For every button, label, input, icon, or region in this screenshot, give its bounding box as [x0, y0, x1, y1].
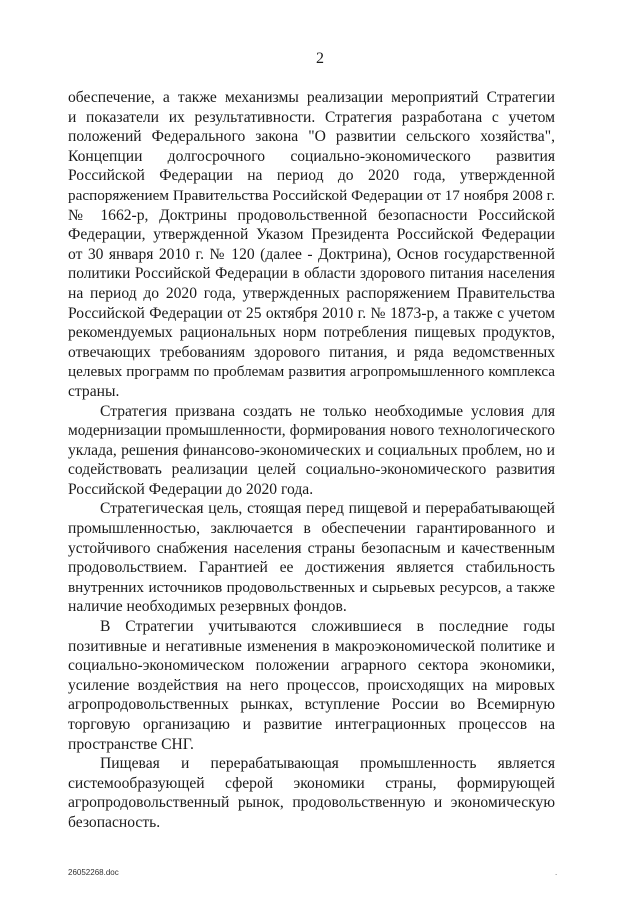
text-line: внутренних источников продовольственных и сырьевых ресурсов, а также [68, 578, 555, 596]
text-line: от 30 января 2010 г. № 120 (далее - Доктрина), Основ государственной [68, 245, 555, 263]
text-line: целевых программ по проблемам развития агропромышленного комплекса [68, 363, 555, 381]
text-line: Федерации, утвержденной Указом Президента Российской Федерации [68, 226, 555, 244]
text-line: Российской Федерации на период до 2020 года, утвержденной [68, 167, 555, 185]
text-line: содействовать реализации целей социально-экономического развития [68, 461, 555, 479]
paragraph-4 [68, 617, 555, 754]
text-line: страны. [68, 382, 120, 400]
text-line: модернизации промышленности, формирования нового технологического [68, 422, 555, 440]
text-line: социально-экономическом положении аграрного сектора экономики, [68, 657, 555, 675]
text-line: отвечающих требованиям здорового питания, и ряда ведомственных [68, 343, 555, 361]
footer-mark: . [555, 868, 558, 877]
text-line: агропродовольственных рынках, вступление России во Всемирную [68, 696, 555, 714]
text-line: системообразующей сферой экономики страны, формирующей [68, 774, 555, 792]
text-line: Российской Федерации до 2020 года. [68, 480, 314, 498]
text-line: обеспечение, а также механизмы реализации мероприятий Стратегии [68, 89, 555, 106]
text-line: и показатели их результативности. Стратегия разработана с учетом [68, 108, 555, 126]
footer-file-code: 26052268.doc [68, 868, 119, 877]
text-line: политики Российской Федерации в области здорового питания населения [68, 265, 555, 283]
text-line: торговую организацию и развитие интеграционных процессов на [68, 716, 555, 733]
text-line: Стратегия призвана создать не только необходимые условия для [100, 402, 555, 420]
text-line: на период до 2020 года, утвержденных распоряжением Правительства [68, 284, 555, 302]
text-line: пространстве СНГ. [68, 735, 194, 753]
text-line: рекомендуемых рациональных норм потребления пищевых продуктов, [68, 324, 555, 342]
text-line: продовольствием. Гарантией ее достижения является стабильность [68, 559, 555, 577]
document-body [68, 88, 555, 833]
text-line: уклада, решения финансово-экономических и социальных проблем, но и [68, 441, 555, 459]
paragraph-2 [68, 402, 555, 500]
text-line: № 1662-р, Доктрины продовольственной безопасности Российской [68, 206, 555, 224]
text-line: промышленностью, заключается в обеспечении гарантированного и [68, 520, 555, 538]
text-line: устойчивого снабжения населения страны безопасным и качественным [68, 539, 555, 557]
text-line: Пищевая и перерабатывающая промышленность является [100, 755, 555, 773]
text-line: Российской Федерации от 25 октября 2010 г. № 1873-р, а также с учетом [68, 304, 555, 322]
text-line: усиление воздействия на него процессов, происходящих на мировых [68, 676, 555, 694]
text-line: Концепции долгосрочного социально-экономического развития [68, 147, 555, 165]
text-line: В Стратегии учитываются сложившиеся в последние годы [100, 618, 555, 636]
text-line: распоряжением Правительства Российской Федерации от 17 ноября 2008 г. [68, 186, 555, 204]
text-line: Стратегическая цель, стоящая перед пищевой и перерабатывающей [100, 500, 555, 518]
paragraph-1 [68, 88, 555, 402]
text-line: положений Федерального закона "О развитии сельского хозяйства", [68, 128, 555, 146]
paragraph-5 [68, 754, 555, 832]
text-line: безопасность. [68, 813, 161, 831]
text-line: позитивные и негативные изменения в макроэкономической политике и [68, 637, 555, 655]
text-line: наличие необходимых резервных фондов. [68, 598, 347, 616]
page-number: 2 [316, 50, 324, 67]
paragraph-3 [68, 499, 555, 617]
text-line: агропродовольственный рынок, продовольственную и экономическую [68, 794, 555, 812]
